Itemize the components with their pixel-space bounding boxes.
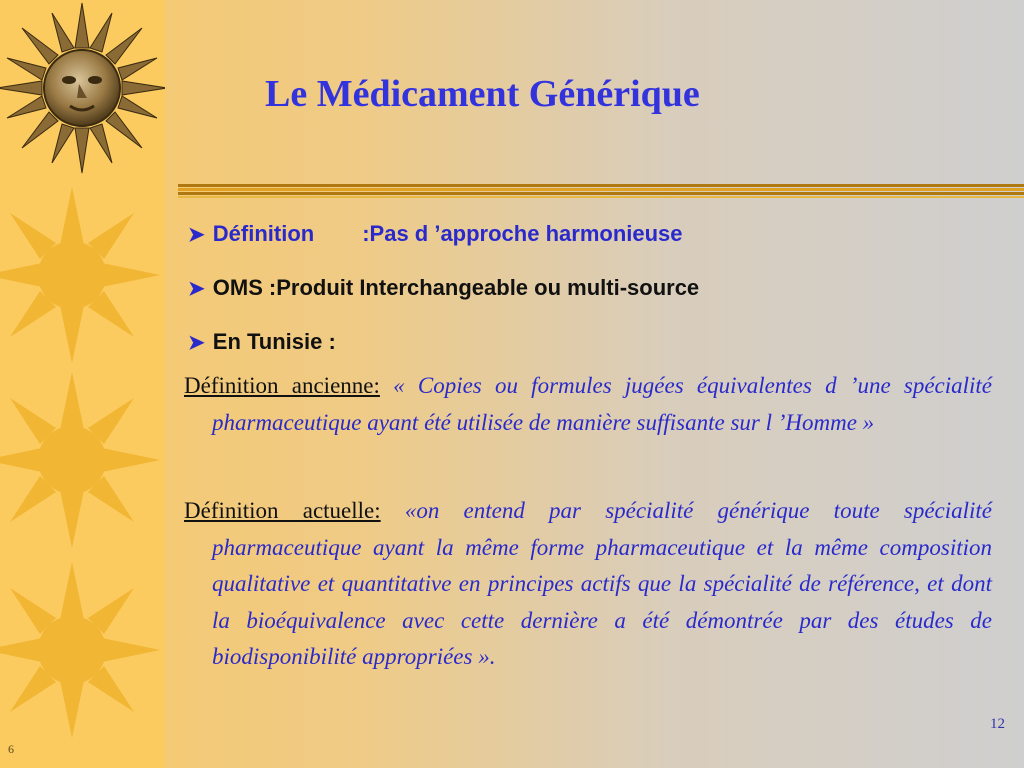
bullet-tunisie	[188, 315, 699, 369]
bullet-definition	[188, 207, 699, 261]
sun-icon	[0, 562, 160, 738]
bullet-label: En Tunisie :	[212, 329, 336, 354]
sun-icon	[0, 372, 160, 548]
sun-face-icon	[0, 3, 165, 173]
title-divider	[178, 182, 1024, 202]
sun-icon	[0, 187, 160, 363]
bullet-arrow-icon: ➤	[188, 277, 205, 300]
definition-text: «on entend par spécialité générique toute spécialité pharmaceutique ayant la même forme pharmaceutique et la même composition qualitative et quantitative en principes actifs que la spécialité de référence, et dont la bioéquivalence avec cette dernière a été démontrée par des études de biodisponibilité appropriées ».	[212, 498, 993, 669]
definition-actuelle	[184, 493, 992, 676]
bullet-arrow-icon: ➤	[188, 223, 205, 246]
slide-title: Le Médicament Générique	[265, 73, 700, 115]
definition-label: Définition ancienne:	[184, 373, 380, 398]
decorative-sidebar	[0, 0, 165, 768]
bullet-oms	[188, 261, 699, 315]
bullet-text: :Pas d ’approche harmonieuse	[362, 221, 683, 246]
definition-text: « Copies ou formules jugées équivalentes d ’une spécialité pharmaceutique ayant été utilisée de manière suffisante sur l ’Homme »	[212, 373, 993, 435]
definition-ancienne	[184, 368, 992, 441]
sun-decorations	[0, 0, 165, 768]
bullet-label: OMS	[212, 275, 263, 300]
definition-label: Définition actuelle:	[184, 498, 381, 523]
bullet-text: :Produit Interchangeable ou multi-source	[268, 275, 700, 300]
bullet-label: Définition	[212, 221, 315, 246]
bullet-list	[188, 207, 699, 369]
slide-number: 6	[8, 742, 14, 756]
page-number: 12	[990, 716, 1005, 732]
bullet-arrow-icon: ➤	[188, 331, 205, 354]
